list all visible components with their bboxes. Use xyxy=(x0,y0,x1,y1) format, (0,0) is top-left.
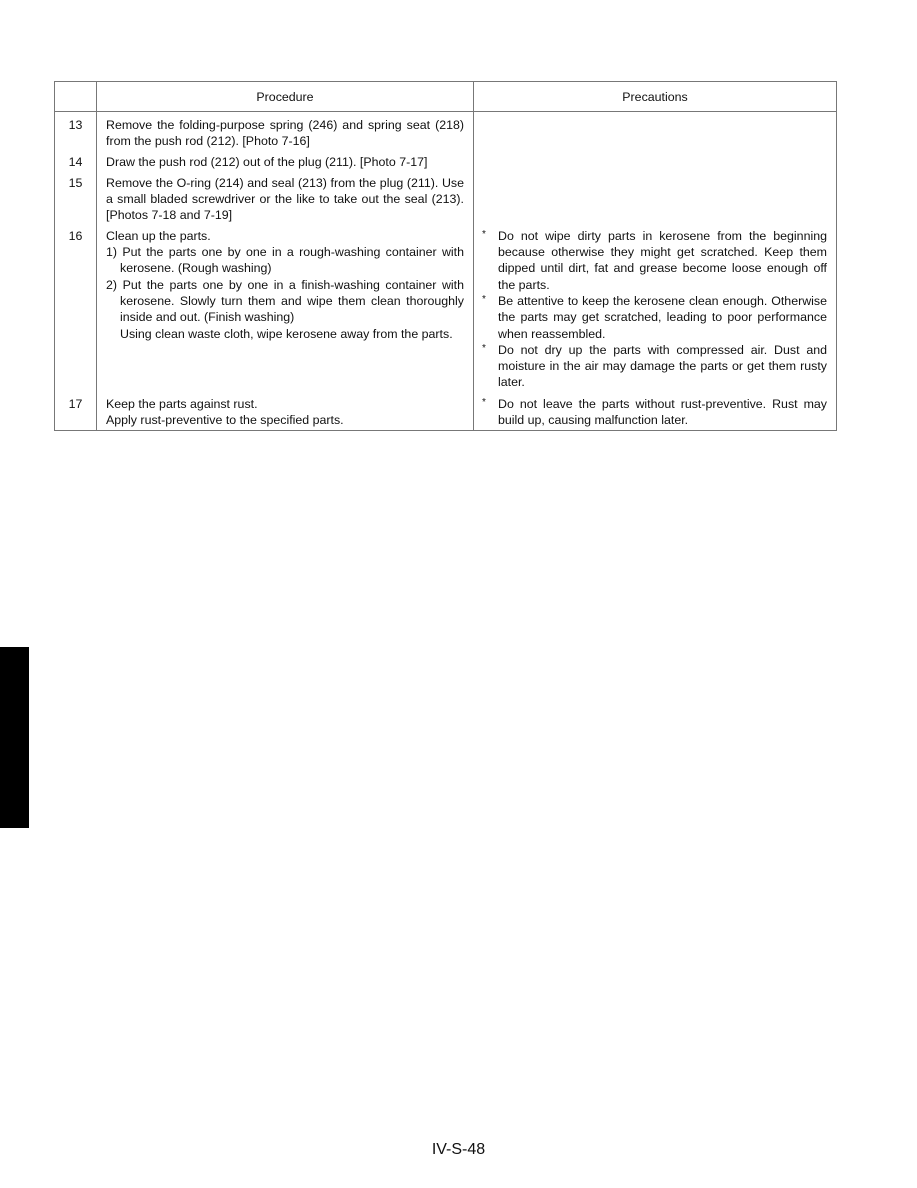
page-number: IV-S-48 xyxy=(431,1141,486,1158)
procedure-cell xyxy=(97,112,474,150)
procedure-text: Remove the folding-purpose spring (246) and spring seat (218) from the push rod (212). [Photo 7-16] xyxy=(106,118,464,149)
precautions-cell xyxy=(474,391,837,431)
procedure-cell xyxy=(97,224,474,391)
asterisk-icon: * xyxy=(482,293,486,305)
precaution-text: Be attentive to keep the kerosene clean enough. Otherwise the parts may get scratched, leading to poor performance when reassembled. xyxy=(498,293,827,341)
procedure-text: Clean up the parts. xyxy=(106,228,211,243)
procedure-substep: 1) Put the parts one by one in a rough-washing container with kerosene. (Rough washing) xyxy=(106,245,464,276)
step-number: 16 xyxy=(55,224,97,391)
section-side-tab xyxy=(0,647,29,828)
table-row xyxy=(55,112,837,150)
procedure-table xyxy=(54,81,837,431)
asterisk-icon: * xyxy=(482,228,486,240)
procedure-text: Keep the parts against rust. xyxy=(106,396,258,411)
procedure-cell xyxy=(97,391,474,431)
precautions-cell xyxy=(474,112,837,150)
asterisk-icon: * xyxy=(482,396,486,408)
step-number: 15 xyxy=(55,171,97,224)
table-row xyxy=(55,171,837,224)
procedure-text: Draw the push rod (212) out of the plug (211). [Photo 7-17] xyxy=(106,154,428,169)
precautions-cell xyxy=(474,150,837,171)
precaution-item xyxy=(482,342,827,391)
precautions-cell xyxy=(474,224,837,391)
precaution-text: Do not leave the parts without rust-preventive. Rust may build up, causing malfunction later. xyxy=(498,396,827,428)
precaution-text: Do not dry up the parts with compressed air. Dust and moisture in the air may damage the parts or get them rusty later. xyxy=(498,342,827,390)
table-row xyxy=(55,150,837,171)
step-number: 13 xyxy=(55,112,97,150)
precaution-item xyxy=(482,228,827,293)
procedure-substep: 2) Put the parts one by one in a finish-washing container with kerosene. Slowly turn them and wipe them clean thoroughly inside and out. (Finish washing) xyxy=(106,277,464,325)
table-row xyxy=(55,224,837,391)
procedure-text: Using clean waste cloth, wipe kerosene away from the parts. xyxy=(120,326,453,341)
procedure-text: Apply rust-preventive to the specified parts. xyxy=(106,413,344,428)
precaution-text: Do not wipe dirty parts in kerosene from the beginning because otherwise they might get scratched. Keep them dipped until dirt, fat and grease become loose enough off the parts. xyxy=(498,228,827,292)
header-precautions: Precautions xyxy=(474,82,837,112)
table-row xyxy=(55,391,837,431)
procedure-cell xyxy=(97,150,474,171)
procedure-text: Remove the O-ring (214) and seal (213) from the plug (211). Use a small bladed screwdriver or the like to take out the seal (213). [Photos 7-18 and 7-19] xyxy=(106,175,464,223)
step-number: 17 xyxy=(55,391,97,431)
step-number: 14 xyxy=(55,150,97,171)
asterisk-icon: * xyxy=(482,342,486,354)
precaution-item xyxy=(482,396,827,429)
header-number xyxy=(55,82,97,112)
table-header-row xyxy=(55,82,837,112)
procedure-cell xyxy=(97,171,474,224)
precaution-item xyxy=(482,293,827,342)
header-procedure: Procedure xyxy=(97,82,474,112)
precautions-cell xyxy=(474,171,837,224)
